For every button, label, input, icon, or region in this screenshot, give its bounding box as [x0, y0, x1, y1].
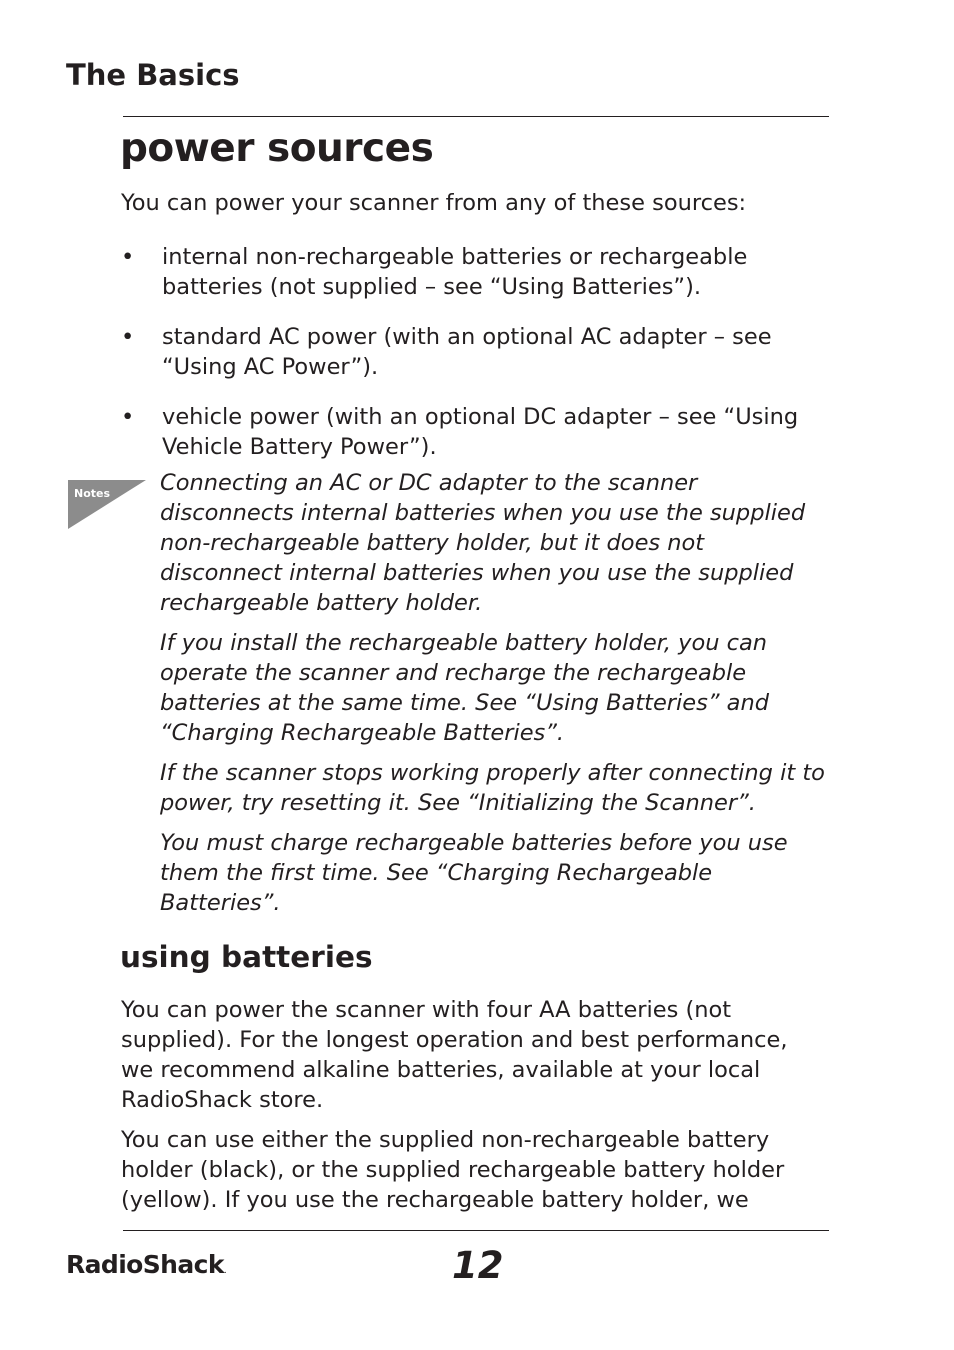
note-paragraph: You must charge rechargeable batteries before you use them the first time. See “Charging Rechargeable Batteries”. [160, 830, 788, 916]
page-number: 12 [452, 1244, 504, 1287]
body-paragraph: You can power the scanner with four AA batteries (not supplied). For the longest operation and best performance, we recommend alkaline batteries, available at your local RadioShack store. [121, 997, 788, 1113]
header-divider [123, 116, 829, 117]
note-paragraph: If the scanner stops working properly after connecting it to power, try resetting it. See “Initializing the Scanner”. [160, 760, 825, 816]
power-source-list [121, 242, 821, 482]
section-header: The Basics [66, 58, 240, 92]
bullet-icon: • [121, 404, 135, 430]
brand-mark: . [223, 1266, 227, 1276]
page-title: power sources [120, 126, 434, 171]
using-batteries-heading: using batteries [120, 940, 373, 974]
note-paragraph: Connecting an AC or DC adapter to the scanner disconnects internal batteries when you use the supplied non-rechargeable battery holder, but it does not disconnect internal batteries when you use the supplied rechargeable battery holder. [160, 470, 806, 616]
list-item-text: standard AC power (with an optional AC adapter – see “Using AC Power”). [162, 324, 772, 380]
brand-name: RadioShack [66, 1250, 224, 1279]
bullet-icon: • [121, 324, 135, 350]
list-item-text: vehicle power (with an optional DC adapter – see “Using Vehicle Battery Power”). [162, 404, 799, 460]
intro-text: You can power your scanner from any of these sources: [121, 190, 747, 216]
radioshack-logo [66, 1250, 226, 1279]
using-batteries-body [121, 995, 821, 1225]
footer-divider [123, 1230, 829, 1231]
list-item-text: internal non-rechargeable batteries or rechargeable batteries (not supplied – see “Using Batteries”). [162, 244, 748, 300]
note-paragraph: If you install the rechargeable battery holder, you can operate the scanner and recharge the rechargeable batteries at the same time. See “Using Batteries” and “Charging Rechargeable Batteries”. [160, 630, 770, 746]
list-item [121, 322, 821, 382]
notes-icon-label: Notes [74, 487, 111, 500]
notes-block [160, 468, 825, 928]
body-paragraph: You can use either the supplied non-rechargeable battery holder (black), or the supplied rechargeable battery holder (yellow). If you use the rechargeable battery holder, we [121, 1127, 785, 1213]
bullet-icon: • [121, 244, 135, 270]
list-item [121, 242, 821, 302]
notes-icon [66, 480, 146, 530]
list-item [121, 402, 821, 462]
